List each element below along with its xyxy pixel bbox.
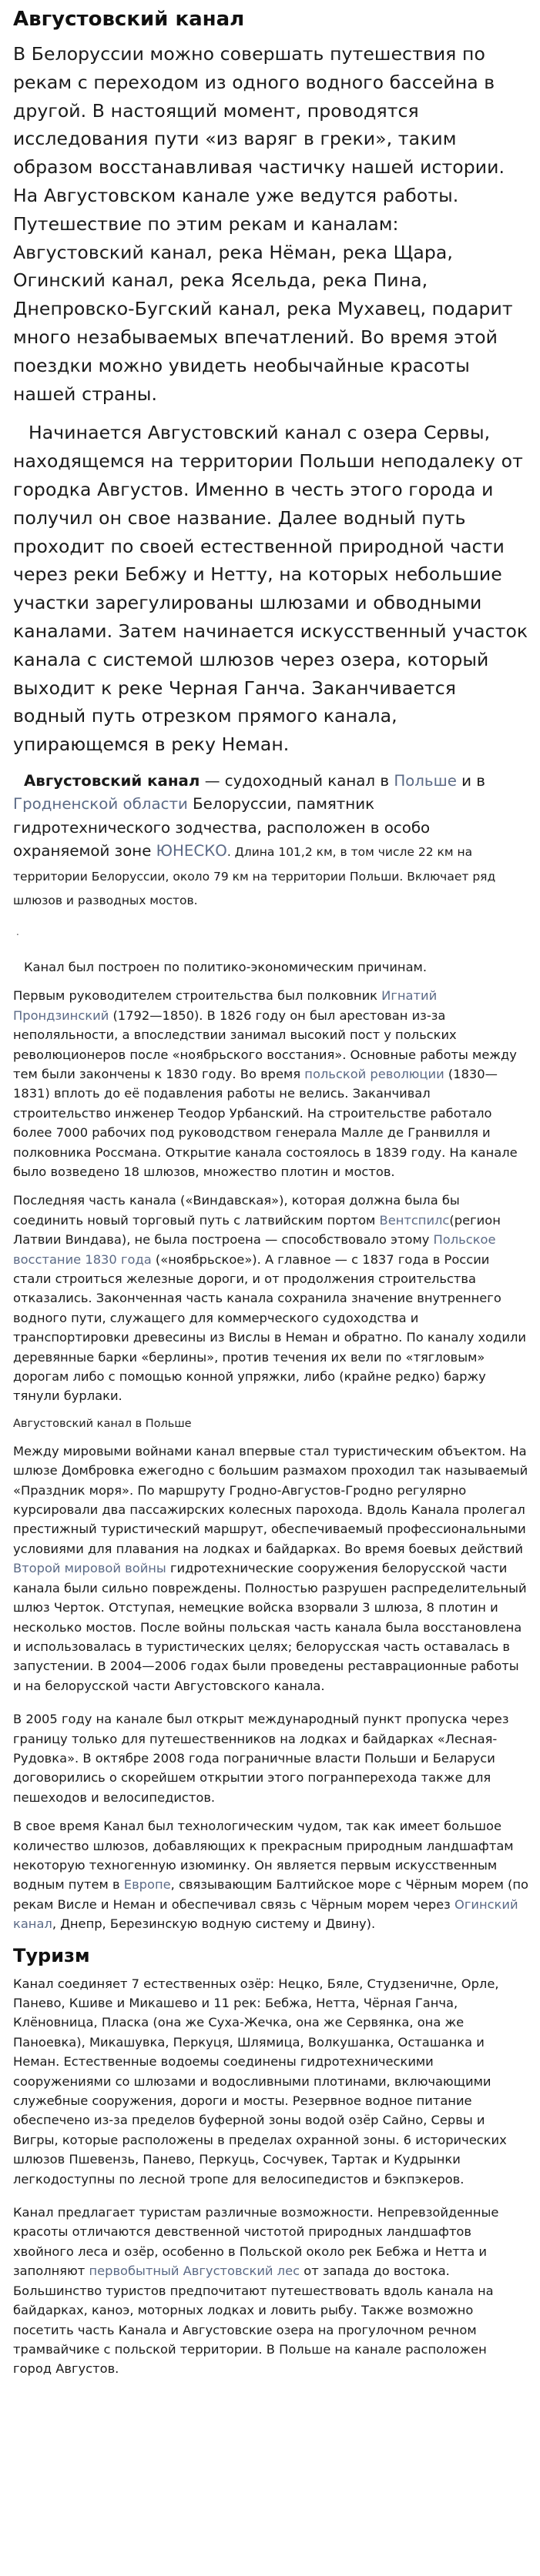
definition-text-d: . Длина 101,2 км, в том числе 22 км на территории Белоруссии, около 79 км на территории Польши. Включает ряд шлюзов и разводных мостов.	[13, 845, 496, 908]
section-heading-tourism: Туризм	[13, 1944, 90, 1966]
intro-paragraph-2: Начинается Августовский канал с озера Сервы, находящемся на территории Польши неподалеку от городка Августов. Именно в честь этого города и получил он свое название. Далее водный путь проходит по своей естественной природной части через реки Бебжу и Нетту, на которых небольшие участки зарегулированы шлюзами и обводными каналами. Затем начинается искусственный участок канала с системой шлюзов через озера, который выходит к реке Черная Ганча. Заканчивается водный путь отрезком прямого канала, упирающемся в реку Неман.	[13, 422, 528, 756]
history-paragraph-windava	[13, 1191, 529, 1405]
tourism-paragraph-lakes: Канал соединяет 7 естественных озёр: Нецко, Бяле, Студзеничне, Орле, Панево, Кшиве и Микашево и 11 рек: Бебжа, Нетта, Чёрная Ганча, Клёновница, Пласка (она же Суха-Жечка, она же Сервянка, она же Паноевка), Микашувка, Перкуця, Шлямица, Волкушанка, Осташанка и Неман. Естественные водоемы соединены гидротехническими сооружениями со шлюзами и водосливными плотинами, включающими служебные сооружения, дороги и мосты. Резервное водное питание обеспечено из-за пределов буферной зоны водой озёр Сайно, Сервы и Вигры, которые расположены в пределах охранной зоны. 6 исторических шлюзов Пшевензь, Панево, Перкуць, Сосчувек, Тартак и Кудрынки легкодоступны по лесной тропе для велосипедистов и бэкпэкеров.	[13, 1976, 507, 2187]
history-windava-text-b: (регион Латвии Виндава), не была построена — способствовало этому	[13, 1212, 501, 1248]
tourism-paragraph-offer	[13, 2203, 529, 2379]
link-prondzinsky[interactable]: Игнатий Прондзинский	[13, 988, 438, 1023]
link-ww2[interactable]: Второй мировой войны	[13, 1561, 166, 1576]
definition-term: Августовский канал	[24, 771, 200, 790]
modern-paragraph-tourism	[13, 1442, 529, 1696]
image-caption: Августовский канал в Польше	[13, 1417, 192, 1430]
history-paragraph-leader	[13, 986, 529, 1181]
tourism-offer-text-b: от запада до востока. Большинство туристов предпочитают путешествовать вдоль канала на байдарках, каноэ, моторных лодках и ловить рыбу. Также возможно посетить часть Канала и Августовские озера на прогулочном речном трамвайчике с польской территории. В Польше на канале расположен город Августов.	[13, 2264, 494, 2377]
link-ventspils[interactable]: Вентспилс	[379, 1212, 450, 1228]
modern-miracle-text-a: В свое время Канал был технологическим чудом, так как имеет большое количество шлюзов, добавляющих к прекрасным природным ландшафтам некоторую техногенную изюминку. Он является первым искусственным водным путем в	[13, 1819, 514, 1893]
stray-dot: .	[16, 926, 19, 937]
tourism-offer-text-a: Канал предлагает туристам различные возможности. Непревзойденные красоты отличаются девственной чистотой природных ландшафтов хвойного леса и озёр, особенно в Польской около рек Бебжа и Нетта и заполняют	[13, 2205, 499, 2279]
link-polish-uprising-1830[interactable]: Польское восстание 1830 года	[13, 1232, 496, 1267]
modern-miracle-text-c: , Днепр, Березинскую водную систему и Двину).	[52, 1916, 376, 1932]
history-leader-text-b: (1792—1850). В 1826 году он был арестован из-за неполяльности, а впоследствии занимал высокий пост у польских революционеров после «ноябрьского восстания». Основные работы между тем были закончены к 1830 году. Во время	[13, 1007, 517, 1081]
history-leader-text-a: Первым руководителем строительства был полковник	[13, 988, 382, 1004]
modern-paragraph-miracle	[13, 1816, 529, 1933]
definition-paragraph	[13, 770, 529, 913]
history-windava-text-c: («ноябрьское»). А главное — с 1837 года в России стали строиться железные дороги, и от продолжения строительства отказались. Законченная часть канала сохранила значение внутреннего водного пути, служащего для коммерческого судоходства и транспортировки древесины из Вислы в Неман и обратно. По каналу ходили деревянные барки «берлины», против течения их вели по «тягловым» дорогам либо с помощью конной упряжки, либо (крайне редко) баржу тянули бурлаки.	[13, 1251, 526, 1404]
modern-paragraph-2005: В 2005 году на канале был открыт международный пункт пропуска через границу только для путешественников на лодках и байдарках «Лесная-Рудовка». В октябре 2008 года пограничные власти Польши и Беларуси договорились о скорейшем открытии этого погранперехода также для пешеходов и велосипедистов.	[13, 1712, 509, 1805]
page-title: Августовский канал	[13, 8, 245, 31]
modern-tourism-text-b: гидротехнические сооружения белорусской части канала были сильно повреждены. Полностью разрушен распределительный шлюз Черток. Отступая, немецкие войска взорвали 3 шлюза, 8 плотин и несколько мостов. После войны польская часть канала была восстановлена и использовалась в туристических целях; белорусская часть оставалась в запустении. В 2004—2006 годах были проведены реставрационные работы и на белорусской части Августовского канала.	[13, 1561, 527, 1693]
history-windava-text-a: Последняя часть канала («Виндавская»), которая должна была бы соединить новый торговый путь с латвийским портом	[13, 1193, 460, 1228]
definition-text-a: — судоходный канал в	[200, 771, 394, 790]
link-europe[interactable]: Европе	[123, 1877, 171, 1893]
link-poland[interactable]: Польше	[394, 771, 457, 790]
history-paragraph-reasons: Канал был построен по политико-экономическим причинам.	[24, 959, 428, 974]
link-grodno-region[interactable]: Гродненской области	[13, 795, 188, 814]
history-leader-text-c: (1830—1831) вплоть до её подавления работы не велись. Заканчивал строительство инженер Теодор Урбанский. На строительстве работало более 7000 рабочих под руководством генерала Малле де Гранвилля и полковника Россмана. Открытие канала состоялось в 1839 году. На канале было возведено 18 шлюзов, множество плотин и мостов.	[13, 1066, 518, 1179]
link-polish-revolution[interactable]: польской революции	[304, 1066, 444, 1081]
definition-text-c: Белоруссии, памятник гидротехнического зодчества, расположен в особо охраняемой зоне	[13, 795, 431, 860]
link-oginsky-canal[interactable]: Огинский канал	[13, 1896, 518, 1932]
definition-text-b: и в	[456, 771, 485, 790]
link-augustow-forest[interactable]: первобытный Августовский лес	[89, 2264, 300, 2279]
modern-miracle-text-b: , связывающим Балтийское море с Чёрным морем (по рекам Висле и Неман и обеспечивал связь с Чёрным морем через	[13, 1877, 528, 1912]
link-unesco[interactable]: ЮНЕСКО	[156, 842, 227, 860]
intro-paragraph-1: В Белоруссии можно совершать путешествия по рекам с переходом из одного водного бассейна в другой. В настоящий момент, проводятся исследования пути «из варяг в греки», таким образом восстанавливая частичку нашей истории. На Августовском канале уже ведутся работы. Путешествие по этим рекам и каналам: Августовский канал, река Нёман, река Щара, Огинский канал, река Ясельда, река Пина, Днепровско-Бугский канал, река Мухавец, подарит много незабываемых впечатлений. Во время этой поездки можно увидеть необычайные красоты нашей страны.	[13, 43, 513, 405]
modern-tourism-text-a: Между мировыми войнами канал впервые стал туристическим объектом. На шлюзе Домбровка ежегодно с большим размахом проходил так называемый «Праздник моря». По маршруту Гродно-Августов-Гродно регулярно курсировали два пассажирских колесных парохода. Вдоль Канала пролегал престижный туристический маршрут, обеспечиваемый профессиональными условиями для плавания на лодках и байдарках. Во время боевых действий	[13, 1443, 528, 1556]
